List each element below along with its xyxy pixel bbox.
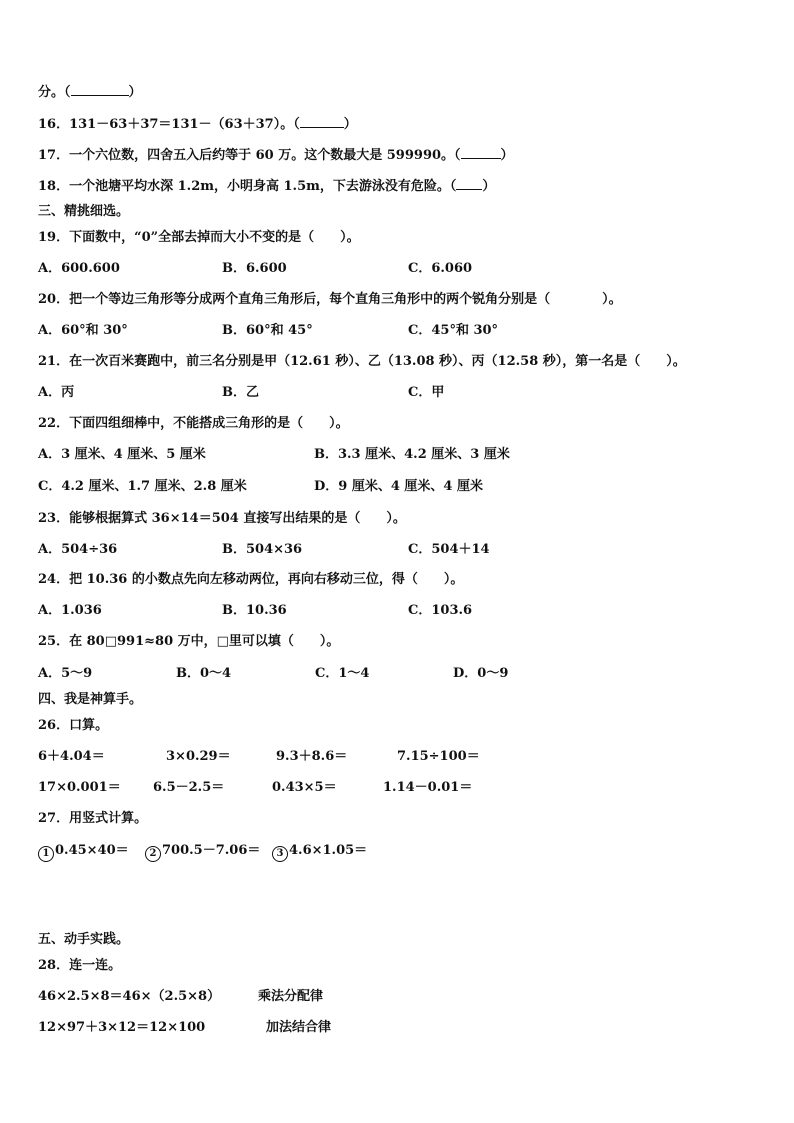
q22-option-a[interactable]: A．3 厘米、4 厘米、5 厘米 [38,447,206,462]
q25-option-d[interactable]: D．0～9 [453,666,509,681]
q23-option-a[interactable]: A．504÷36 [38,542,118,557]
q17: 17．一个六位数，四舍五入后约等于 60 万。这个数最大是 599990。（ ） [38,148,514,163]
circled-number-3: 3 [272,846,288,862]
q26-title: 26．口算。 [38,718,109,733]
q23-option-b[interactable]: B．504×36 [222,542,303,557]
q16: 16．131－63＋37＝131－（63＋37）。（ ） [38,117,357,132]
q25-option-b[interactable]: B．0～4 [176,666,232,681]
oral-calc-item: 9.3＋8.6＝ [276,749,348,764]
q22-option-c[interactable]: C．4.2 厘米、1.7 厘米、2.8 厘米 [38,479,247,494]
q21-stem: 21．在一次百米赛跑中，前三名分别是甲（12.61 秒）、乙（13.08 秒）、丙（12.58 秒），第一名是（ ）。 [38,354,686,369]
answer-blank[interactable] [71,83,129,96]
q23-stem: 23．能够根据算式 36×14＝504 直接写出结果的是（ ）。 [38,511,406,526]
q19-option-a[interactable]: A．600.600 [38,261,120,276]
match-left-item-1[interactable]: 46×2.5×8＝46×（2.5×8） [38,989,221,1004]
q19-option-c[interactable]: C．6.060 [408,261,473,276]
q15-tail: 分。（ ） [38,85,142,100]
q21-option-b[interactable]: B．乙 [222,385,259,400]
q28-title: 28．连一连。 [38,958,122,973]
q20-option-a[interactable]: A．60°和 30° [38,323,128,338]
q18: 18．一个池塘平均水深 1.2m，小明身高 1.5m，下去游泳没有危险。（ ） [38,179,496,194]
q22-option-b[interactable]: B．3.3 厘米、4.2 厘米、3 厘米 [314,447,510,462]
q20-option-b[interactable]: B．60°和 45° [222,323,313,338]
q18-text: 18．一个池塘平均水深 1.2m，小明身高 1.5m，下去游泳没有危险。（ [38,179,457,194]
q22-stem: 22．下面四组细棒中，不能搭成三角形的是（ ）。 [38,416,349,431]
q22-option-d[interactable]: D．9 厘米、4 厘米、4 厘米 [314,479,483,494]
oral-calc-item: 6＋4.04＝ [38,749,105,764]
oral-calc-item: 3×0.29＝ [166,749,231,764]
q24-option-b[interactable]: B．10.36 [222,603,287,618]
q20-option-c[interactable]: C．45°和 30° [408,323,499,338]
answer-blank[interactable] [300,115,344,128]
answer-blank[interactable] [461,146,501,159]
oral-calc-item: 0.43×5＝ [272,780,337,795]
q25-option-a[interactable]: A．5～9 [38,666,93,681]
q25-stem: 25．在 80□991≈80 万中，□里可以填（ ）。 [38,634,340,649]
q24-stem: 24．把 10.36 的小数点先向左移动两位，再向右移动三位，得（ ）。 [38,572,464,587]
match-right-item-1[interactable]: 乘法分配律 [258,989,324,1004]
oral-calc-item: 17×0.001＝ [38,780,121,795]
match-right-item-2[interactable]: 加法结合律 [266,1020,332,1035]
section-heading-4: 四、我是神算手。 [38,692,143,707]
match-left-item-2[interactable]: 12×97＋3×12＝12×100 [38,1020,206,1035]
section-heading-3: 三、精挑细选。 [38,204,130,219]
q21-option-a[interactable]: A．丙 [38,385,75,400]
q24-option-c[interactable]: C．103.6 [408,603,473,618]
vertical-calc-item-2: 2 700.5－7.06＝ [145,843,260,862]
oral-calc-item: 1.14－0.01＝ [383,780,473,795]
circled-number-2: 2 [145,846,161,862]
q15-tail-text: 分。（ [38,85,71,100]
q17-text: 17．一个六位数，四舍五入后约等于 60 万。这个数最大是 599990。（ [38,148,461,163]
q25-option-c[interactable]: C．1～4 [315,666,370,681]
section-heading-5: 五、动手实践。 [38,932,130,947]
q16-text: 16．131－63＋37＝131－（63＋37）。（ [38,117,300,132]
vertical-calc-item-1: 1 0.45×40＝ [38,843,129,862]
q21-option-c[interactable]: C．甲 [408,385,445,400]
q24-option-a[interactable]: A．1.036 [38,603,102,618]
q20-stem: 20．把一个等边三角形等分成两个直角三角形后，每个直角三角形中的两个锐角分别是（ ）。 [38,292,622,307]
circled-number-1: 1 [38,846,54,862]
q19-option-b[interactable]: B．6.600 [222,261,287,276]
oral-calc-item: 6.5－2.5＝ [153,780,225,795]
q23-option-c[interactable]: C．504＋14 [408,542,490,557]
q27-title: 27．用竖式计算。 [38,811,148,826]
vertical-calc-item-3: 3 4.6×1.05＝ [272,843,367,862]
oral-calc-item: 7.15÷100＝ [397,749,480,764]
answer-blank[interactable] [456,177,482,190]
q19-stem: 19．下面数中，“0”全部去掉而大小不变的是（ ）。 [38,230,360,245]
